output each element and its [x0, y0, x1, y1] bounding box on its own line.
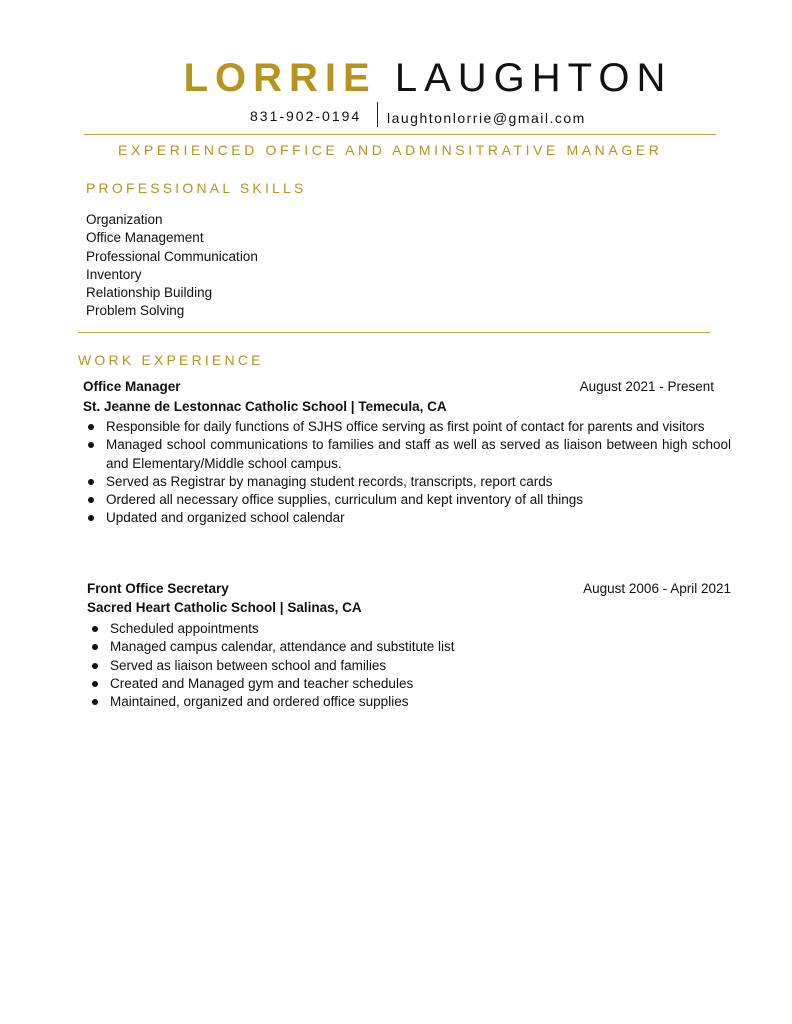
first-name: LORRIE [183, 56, 377, 100]
job-title: Front Office Secretary [87, 581, 229, 596]
skill-item: Problem Solving [86, 303, 185, 319]
last-name: LAUGHTON [394, 56, 673, 100]
duty-item: Scheduled appointments [87, 620, 731, 638]
job-duties-list [87, 620, 731, 711]
skills-list [86, 211, 258, 321]
section-rule [78, 332, 710, 333]
work-experience-heading: WORK EXPERIENCE [78, 352, 264, 368]
skill-item: Professional Communication [86, 248, 258, 264]
duty-item: Responsible for daily functions of SJHS office serving as first point of contact for parents and visitors [83, 418, 731, 436]
job-title: Office Manager [83, 379, 181, 394]
job-company: St. Jeanne de Lestonnac Catholic School | Temecula, CA [83, 399, 447, 414]
duty-item: Maintained, organized and ordered office supplies [87, 693, 731, 711]
duty-item: Managed school communications to families and staff as well as served as liaison between high school and Elementary/Middle school campus. [83, 436, 731, 473]
email-address: laughtonlorrie@gmail.com [387, 110, 586, 126]
contact-divider [377, 102, 378, 127]
job-dates: August 2021 - Present [579, 379, 714, 394]
skill-item: Relationship Building [86, 285, 213, 301]
header-rule [84, 134, 716, 135]
skill-item: Office Management [86, 230, 204, 246]
skills-heading: PROFESSIONAL SKILLS [86, 180, 307, 196]
duty-item: Served as liaison between school and families [87, 657, 731, 675]
phone-number: 831-902-0194 [250, 108, 362, 124]
job-duties-list [83, 418, 731, 528]
skill-item: Inventory [86, 266, 142, 282]
duty-item: Created and Managed gym and teacher schedules [87, 675, 731, 693]
duty-item: Served as Registrar by managing student records, transcripts, report cards [83, 473, 731, 491]
duty-item: Managed campus calendar, attendance and substitute list [87, 638, 731, 656]
duty-item: Ordered all necessary office supplies, curriculum and kept inventory of all things [83, 491, 731, 509]
tagline: EXPERIENCED OFFICE AND ADMINSITRATIVE MANAGER [118, 142, 663, 158]
duty-item: Updated and organized school calendar [83, 509, 731, 527]
job-dates: August 2006 - April 2021 [583, 581, 731, 596]
candidate-name [0, 56, 792, 101]
skill-item: Organization [86, 212, 163, 227]
job-company: Sacred Heart Catholic School | Salinas, CA [87, 600, 362, 615]
